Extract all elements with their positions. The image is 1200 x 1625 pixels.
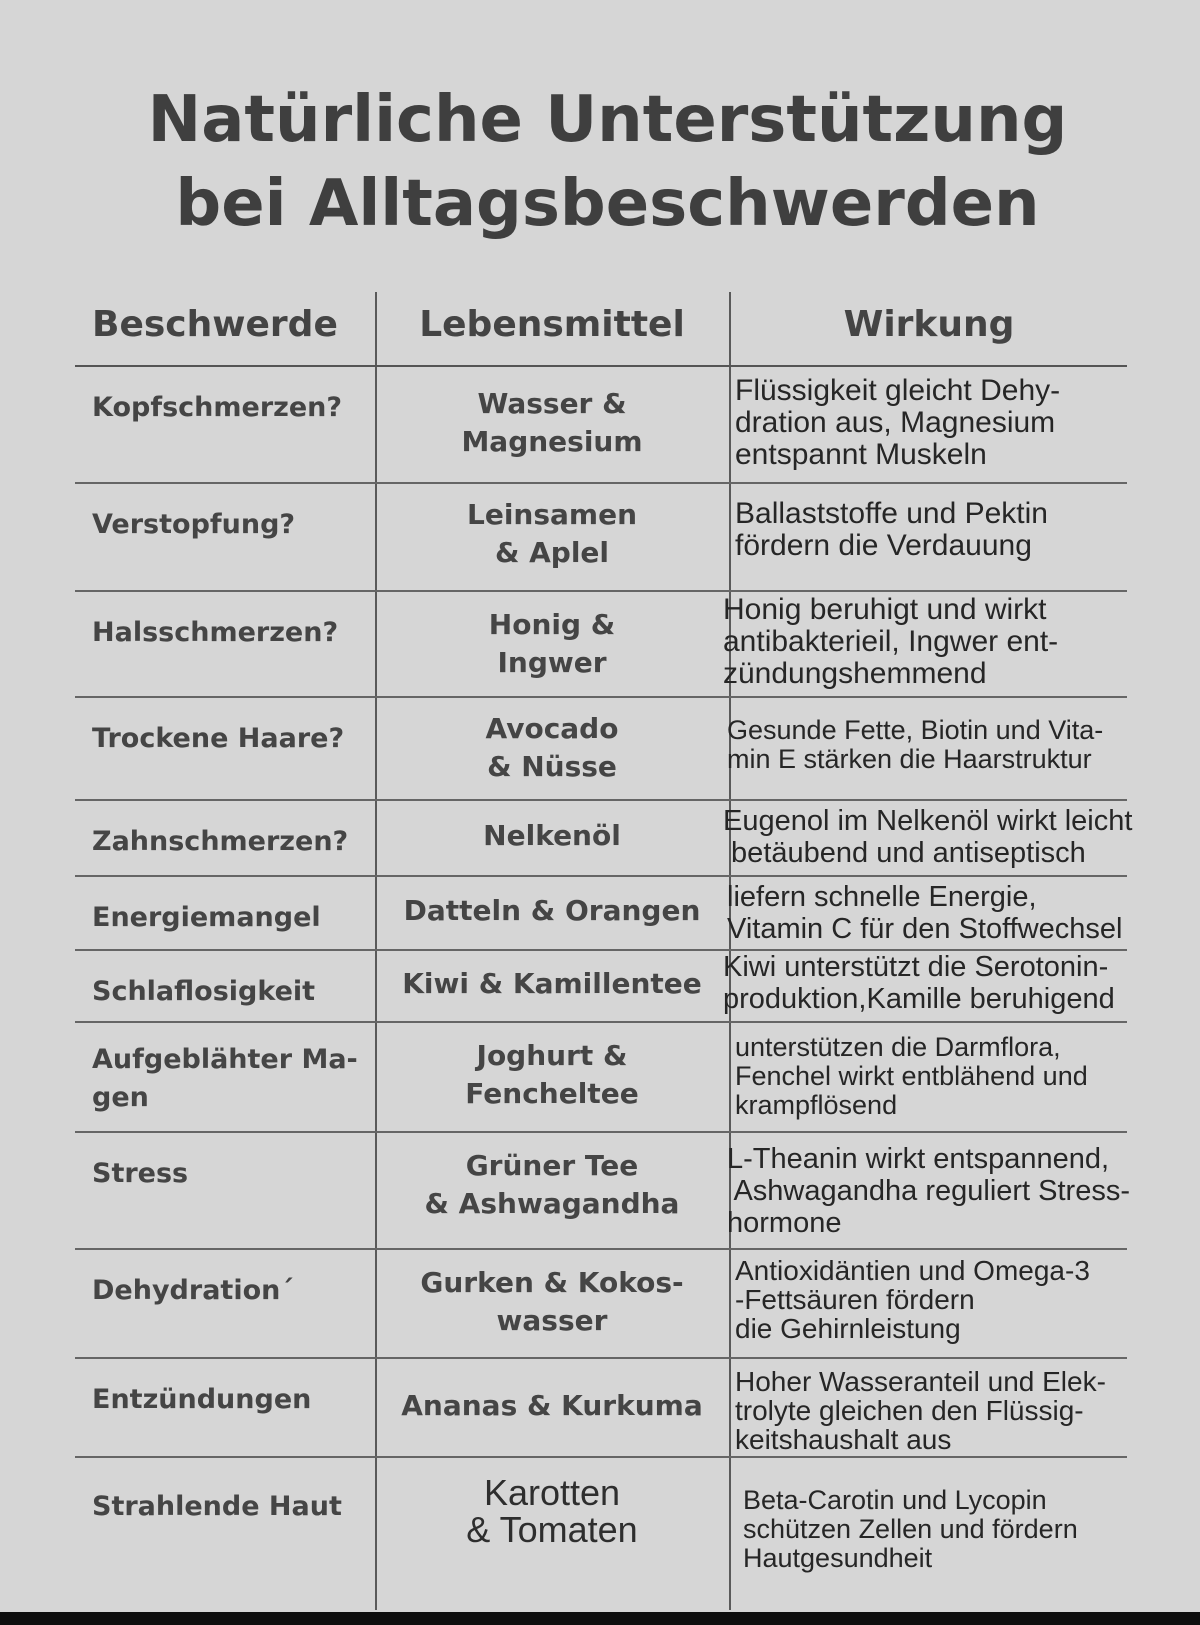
header-effect: Wirkung	[843, 304, 1015, 345]
food-line: Kiwi & Kamillentee	[402, 967, 702, 1000]
food-line: Honig &	[488, 608, 616, 641]
header-food: Lebensmittel	[419, 304, 685, 345]
table-header	[75, 292, 1127, 367]
effect-line: trolyte gleichen den Flüssig-	[735, 1395, 1084, 1426]
effect-line: entspannt Muskeln	[735, 438, 987, 471]
effect-cell	[723, 801, 1133, 869]
food-cell	[375, 592, 729, 696]
food-line: Nelkenöl	[483, 819, 621, 852]
effect-line: min E stärken die Haarstruktur	[727, 744, 1092, 774]
complaint-cell: Zahnschmerzen?	[92, 826, 349, 857]
effect-line: liefern schnelle Energie,	[727, 881, 1037, 913]
food-line: Avocado	[485, 712, 619, 745]
complaint-cell: Kopfschmerzen?	[92, 392, 343, 423]
effect-line: Eugenol im Nelkenöl wirkt leicht	[723, 805, 1133, 837]
effect-cell	[727, 1133, 1130, 1239]
effect-line: zündungshemmend	[723, 657, 987, 690]
effect-line: -Fettsäuren fördern	[735, 1284, 975, 1315]
food-cell	[375, 801, 729, 875]
food-line: Joghurt &	[476, 1039, 628, 1072]
complaint-cell: Aufgeblähter Ma- gen	[92, 1044, 358, 1113]
title-line-1: Natürliche Unterstützung	[147, 83, 1068, 157]
effect-line: Vitamin C für den Stoffwechsel	[727, 913, 1123, 945]
food-cell	[375, 951, 729, 1021]
complaint-cell: Halsschmerzen?	[92, 617, 339, 648]
food-cell	[375, 1359, 729, 1456]
table-row	[75, 877, 1127, 951]
food-line: Leinsamen	[466, 498, 638, 531]
table-row	[75, 1458, 1127, 1578]
complaint-cell: Schlaflosigkeit	[92, 976, 316, 1007]
food-cell	[375, 698, 729, 799]
food-line: Ananas & Kurkuma	[401, 1388, 703, 1422]
effect-line: unterstützen die Darmflora,	[735, 1032, 1061, 1062]
table-row	[75, 698, 1127, 801]
effect-line: Gesunde Fette, Biotin und Vita-	[727, 715, 1104, 745]
effect-cell	[743, 1458, 1143, 1573]
food-cell	[375, 484, 729, 590]
food-cell	[375, 367, 729, 482]
food-line: & Ashwagandha	[424, 1187, 680, 1220]
effect-line: Hautgesundheit	[743, 1543, 933, 1573]
effect-line: schützen Zellen und fördern	[743, 1514, 1078, 1544]
effect-cell	[735, 367, 1135, 471]
effect-cell	[735, 484, 1135, 562]
food-cell	[375, 1023, 729, 1131]
complaint-cell: Entzündungen	[92, 1384, 312, 1415]
effect-cell	[723, 951, 1123, 1015]
table-row	[75, 1250, 1127, 1359]
effect-line: Antioxidäntien und Omega-3	[735, 1255, 1090, 1286]
effect-cell	[727, 877, 1127, 945]
food-line: Grüner Tee	[465, 1149, 639, 1182]
table-body	[75, 367, 1133, 1578]
effect-cell	[735, 1023, 1135, 1120]
effect-line: hormone	[727, 1207, 842, 1239]
food-line: Magnesium	[461, 425, 643, 458]
table-row	[75, 951, 1127, 1023]
complaint-cell: Trockene Haare?	[92, 723, 345, 754]
effect-cell	[727, 698, 1127, 774]
effect-line: Fenchel wirkt entblähend und	[735, 1061, 1088, 1091]
food-line: Karotten	[483, 1472, 621, 1513]
effect-line: produktion,Kamille beruhigend	[723, 983, 1115, 1015]
effect-line: fördern die Verdauung	[735, 529, 1032, 562]
food-line: & Tomaten	[466, 1509, 638, 1550]
food-cell	[375, 1250, 729, 1357]
food-line: & Nüsse	[487, 750, 617, 783]
remedies-table	[75, 292, 1133, 1578]
complaint-cell: Energiemangel	[92, 902, 321, 933]
effect-line: Ballaststoffe und Pektin	[735, 497, 1048, 530]
effect-line: betäubend und antiseptisch	[723, 837, 1086, 869]
food-cell	[375, 877, 729, 949]
page-title	[0, 78, 1200, 246]
food-line: wasser	[496, 1304, 608, 1337]
complaint-cell: Dehydration´	[92, 1275, 294, 1306]
table-row	[75, 801, 1133, 877]
effect-line: krampflösend	[735, 1090, 898, 1120]
food-line: Gurken & Kokos-	[420, 1266, 684, 1299]
complaint-cell: Stress	[92, 1158, 189, 1189]
table-row	[75, 1023, 1127, 1133]
table-row	[75, 484, 1127, 592]
effect-line: Beta-Carotin und Lycopin	[743, 1485, 1047, 1515]
effect-cell	[735, 1250, 1135, 1343]
food-cell	[375, 1458, 729, 1578]
food-line: & Aplel	[494, 536, 610, 569]
food-cell	[375, 1133, 729, 1248]
effect-line: antibakterieil, Ingwer ent-	[723, 625, 1059, 658]
food-line: Fencheltee	[465, 1077, 639, 1110]
table-row	[75, 592, 1127, 698]
table-row	[75, 1133, 1130, 1250]
effect-cell	[735, 1359, 1135, 1454]
complaint-cell: Verstopfung?	[92, 509, 296, 540]
effect-cell	[723, 592, 1123, 690]
title-line-2: bei Alltagsbeschwerden	[175, 167, 1040, 241]
effect-line: die Gehirnleistung	[735, 1313, 961, 1344]
effect-line: Kiwi unterstützt die Serotonin-	[723, 951, 1109, 983]
effect-line: Flüssigkeit gleicht Dehy-	[735, 374, 1061, 407]
table-row	[75, 367, 1127, 484]
effect-line: keitshaushalt aus	[735, 1424, 952, 1455]
food-line: Ingwer	[497, 646, 607, 679]
effect-line: dration aus, Magnesium	[735, 406, 1056, 439]
food-line: Datteln & Orangen	[403, 894, 701, 927]
header-complaint: Beschwerde	[92, 304, 338, 345]
bottom-bar	[0, 1612, 1200, 1625]
table-row	[75, 1359, 1127, 1458]
food-line: Wasser &	[477, 387, 627, 420]
complaint-cell: Strahlende Haut	[92, 1491, 342, 1522]
effect-line: Hoher Wasseranteil und Elek-	[735, 1366, 1106, 1397]
effect-line: Ashwagandha reguliert Stress-	[727, 1175, 1130, 1207]
effect-line: L-Theanin wirkt entspannend,	[727, 1143, 1110, 1175]
effect-line: Honig beruhigt und wirkt	[723, 593, 1047, 626]
